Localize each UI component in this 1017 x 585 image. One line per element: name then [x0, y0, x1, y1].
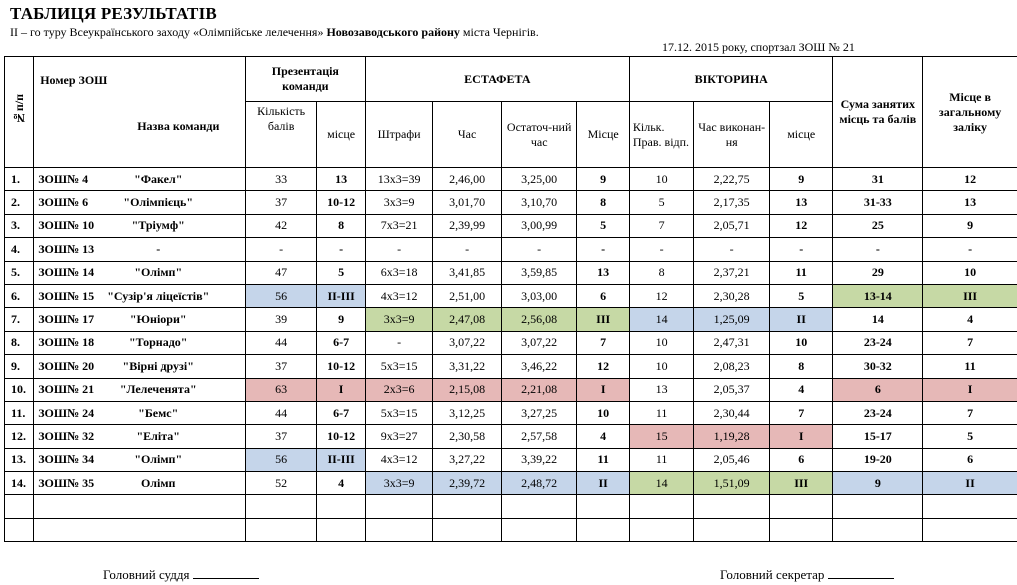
- row-number: 12.: [5, 425, 34, 448]
- cell-qp: 11: [769, 261, 833, 284]
- cell-pl: 13: [317, 168, 365, 191]
- school-number: ЗОШ№ 18: [38, 335, 95, 350]
- empty-row: [5, 495, 1017, 518]
- cell-qc: 10: [629, 331, 694, 354]
- results-body: [5, 168, 1017, 542]
- secretary-signature-line: [828, 567, 894, 579]
- school-number: ЗОШ№ 6: [38, 195, 89, 210]
- header-pres-place: місце: [317, 102, 365, 168]
- cell-pl: І: [317, 378, 365, 401]
- cell-pl: 5: [317, 261, 365, 284]
- cell-pl: ІІ-ІІІ: [317, 284, 365, 307]
- judge-signature-line: [193, 567, 259, 579]
- team-name: "Олімпієць": [123, 195, 194, 210]
- cell-pen: 2х3=6: [365, 378, 433, 401]
- school-number: ЗОШ№ 14: [38, 265, 95, 280]
- cell-t: 3,31,22: [433, 355, 502, 378]
- empty-cell: [5, 495, 34, 518]
- empty-cell: [694, 495, 770, 518]
- table-row: [5, 472, 1017, 495]
- cell-pp: -: [245, 238, 317, 261]
- cell-qp: 4: [769, 378, 833, 401]
- row-school-team: [34, 284, 246, 307]
- header-relay-penalty: Штрафи: [365, 102, 433, 168]
- row-school-team: [34, 168, 246, 191]
- cell-ov: 7: [923, 331, 1017, 354]
- cell-qc: 11: [629, 448, 694, 471]
- cell-pen: -: [365, 238, 433, 261]
- cell-rp: ІІІ: [577, 308, 629, 331]
- empty-cell: [5, 518, 34, 541]
- empty-cell: [923, 518, 1017, 541]
- empty-cell: [769, 518, 833, 541]
- cell-pp: 33: [245, 168, 317, 191]
- cell-pp: 37: [245, 425, 317, 448]
- cell-qc: 15: [629, 425, 694, 448]
- cell-rp: 6: [577, 284, 629, 307]
- school-number: ЗОШ№ 20: [38, 358, 95, 373]
- team-name: "Лелеченята": [119, 382, 197, 397]
- cell-pen: 3х3=9: [365, 308, 433, 331]
- table-row: [5, 284, 1017, 307]
- cell-ov: 7: [923, 401, 1017, 424]
- team-name: "Вірні друзі": [122, 358, 194, 373]
- cell-pen: 13х3=39: [365, 168, 433, 191]
- row-school-team: [34, 472, 246, 495]
- header-presentation: Презентація команди: [245, 57, 365, 102]
- cell-qp: 13: [769, 191, 833, 214]
- empty-cell: [694, 518, 770, 541]
- cell-ov: 11: [923, 355, 1017, 378]
- cell-qc: 7: [629, 214, 694, 237]
- cell-qc: 12: [629, 284, 694, 307]
- cell-qt: 2,30,44: [694, 401, 770, 424]
- cell-sum: 29: [833, 261, 923, 284]
- cell-ft: 3,39,22: [501, 448, 577, 471]
- row-number: 3.: [5, 214, 34, 237]
- row-school-team: [34, 401, 246, 424]
- cell-ft: 2,21,08: [501, 378, 577, 401]
- cell-qp: ІІІ: [769, 472, 833, 495]
- school-number: ЗОШ№ 13: [38, 241, 95, 256]
- cell-pl: 4: [317, 472, 365, 495]
- row-number: 2.: [5, 191, 34, 214]
- cell-qt: 2,05,71: [694, 214, 770, 237]
- team-name: "Торнадо": [128, 335, 188, 350]
- cell-ov: 4: [923, 308, 1017, 331]
- cell-ov: І: [923, 378, 1017, 401]
- cell-ft: -: [501, 238, 577, 261]
- cell-qc: 10: [629, 355, 694, 378]
- table-row: [5, 308, 1017, 331]
- subtitle-district: Новозаводського району: [326, 25, 460, 39]
- row-school-team: [34, 448, 246, 471]
- cell-qp: 10: [769, 331, 833, 354]
- cell-ov: ІІІ: [923, 284, 1017, 307]
- footer-judge: [103, 567, 259, 583]
- cell-qp: -: [769, 238, 833, 261]
- cell-pp: 56: [245, 448, 317, 471]
- cell-pp: 63: [245, 378, 317, 401]
- cell-ft: 3,27,25: [501, 401, 577, 424]
- team-name: "Олімп": [134, 452, 183, 467]
- subtitle-part1: ІІ – го туру Всеукраїнського заходу «Олімпійське лелечення»: [10, 25, 327, 39]
- cell-ft: 3,07,22: [501, 331, 577, 354]
- cell-qt: 2,22,75: [694, 168, 770, 191]
- cell-pp: 44: [245, 401, 317, 424]
- team-name: "Бемс": [138, 405, 179, 420]
- table-row: [5, 261, 1017, 284]
- row-number: 13.: [5, 448, 34, 471]
- cell-t: -: [433, 238, 502, 261]
- cell-pp: 42: [245, 214, 317, 237]
- header-relay-place: Місце: [577, 102, 629, 168]
- empty-cell: [245, 518, 317, 541]
- cell-t: 3,41,85: [433, 261, 502, 284]
- row-number: 5.: [5, 261, 34, 284]
- cell-sum: 9: [833, 472, 923, 495]
- row-number: 4.: [5, 238, 34, 261]
- cell-t: 2,51,00: [433, 284, 502, 307]
- empty-cell: [923, 495, 1017, 518]
- team-name: Олімп: [140, 475, 176, 490]
- empty-cell: [629, 495, 694, 518]
- row-number: 10.: [5, 378, 34, 401]
- row-school-team: [34, 214, 246, 237]
- cell-ft: 3,10,70: [501, 191, 577, 214]
- table-row: [5, 425, 1017, 448]
- header-num: [5, 57, 34, 168]
- school-number: ЗОШ№ 15: [38, 288, 95, 303]
- cell-ft: 2,56,08: [501, 308, 577, 331]
- cell-sum: 23-24: [833, 331, 923, 354]
- empty-cell: [34, 518, 246, 541]
- subtitle: [10, 25, 539, 40]
- cell-ov: ІІ: [923, 472, 1017, 495]
- school-number: ЗОШ№ 17: [38, 312, 95, 327]
- team-name: "Тріумф": [131, 218, 185, 233]
- header-quiz-time: Час виконан-ня: [694, 102, 770, 168]
- cell-ft: 3,00,99: [501, 214, 577, 237]
- cell-rp: 5: [577, 214, 629, 237]
- cell-pen: 9х3=27: [365, 425, 433, 448]
- cell-rp: 12: [577, 355, 629, 378]
- cell-qt: 2,08,23: [694, 355, 770, 378]
- school-number: ЗОШ№ 4: [38, 171, 89, 186]
- cell-qt: 2,30,28: [694, 284, 770, 307]
- subtitle-part3: міста Чернігів.: [459, 25, 539, 39]
- table-row: [5, 238, 1017, 261]
- cell-t: 2,39,72: [433, 472, 502, 495]
- header-quiz: ВІКТОРИНА: [629, 57, 833, 102]
- cell-ov: -: [923, 238, 1017, 261]
- cell-pl: 10-12: [317, 425, 365, 448]
- empty-cell: [34, 495, 246, 518]
- cell-pen: 5х3=15: [365, 355, 433, 378]
- table-row: [5, 401, 1017, 424]
- cell-pen: 4х3=12: [365, 448, 433, 471]
- empty-cell: [629, 518, 694, 541]
- school-number: ЗОШ№ 32: [38, 428, 95, 443]
- cell-ov: 13: [923, 191, 1017, 214]
- cell-pen: 3х3=9: [365, 472, 433, 495]
- footer-secretary-label: Головний секретар: [720, 567, 825, 582]
- empty-cell: [577, 495, 629, 518]
- team-name: "Еліта": [136, 428, 180, 443]
- cell-qt: 2,47,31: [694, 331, 770, 354]
- cell-ft: 2,48,72: [501, 472, 577, 495]
- cell-sum: 19-20: [833, 448, 923, 471]
- header-quiz-place: місце: [769, 102, 833, 168]
- cell-sum: 31-33: [833, 191, 923, 214]
- cell-rp: 10: [577, 401, 629, 424]
- row-school-team: [34, 261, 246, 284]
- cell-sum: 13-14: [833, 284, 923, 307]
- cell-pen: 4х3=12: [365, 284, 433, 307]
- cell-qt: 2,05,46: [694, 448, 770, 471]
- cell-qc: 10: [629, 168, 694, 191]
- empty-cell: [245, 495, 317, 518]
- dateline: 17.12. 2015 року, спортзал ЗОШ № 21: [662, 40, 855, 54]
- cell-sum: 14: [833, 308, 923, 331]
- cell-ov: 12: [923, 168, 1017, 191]
- cell-qp: 5: [769, 284, 833, 307]
- row-school-team: [34, 425, 246, 448]
- cell-pl: ІІ-ІІІ: [317, 448, 365, 471]
- cell-qc: 14: [629, 472, 694, 495]
- empty-cell: [501, 495, 577, 518]
- team-name: -: [156, 241, 161, 256]
- header-team: Назва команди: [137, 119, 220, 133]
- cell-qp: 7: [769, 401, 833, 424]
- header-relay: ЕСТАФЕТА: [365, 57, 629, 102]
- cell-qc: 11: [629, 401, 694, 424]
- team-name: "Олімп": [134, 265, 183, 280]
- row-number: 1.: [5, 168, 34, 191]
- cell-pl: 10-12: [317, 355, 365, 378]
- cell-qp: 9: [769, 168, 833, 191]
- cell-qp: ІІ: [769, 308, 833, 331]
- empty-cell: [833, 495, 923, 518]
- cell-ov: 6: [923, 448, 1017, 471]
- cell-pp: 56: [245, 284, 317, 307]
- row-number: 14.: [5, 472, 34, 495]
- empty-cell: [833, 518, 923, 541]
- cell-rp: 9: [577, 168, 629, 191]
- table-row: [5, 331, 1017, 354]
- header-sum: Сума занятих місць та балів: [833, 57, 923, 168]
- team-name: "Факел": [134, 171, 183, 186]
- cell-pp: 44: [245, 331, 317, 354]
- cell-qc: 8: [629, 261, 694, 284]
- cell-t: 3,01,70: [433, 191, 502, 214]
- cell-pl: 10-12: [317, 191, 365, 214]
- cell-ft: 3,46,22: [501, 355, 577, 378]
- cell-rp: -: [577, 238, 629, 261]
- cell-pen: 5х3=15: [365, 401, 433, 424]
- cell-ft: 3,25,00: [501, 168, 577, 191]
- school-number: ЗОШ№ 35: [38, 475, 95, 490]
- school-number: ЗОШ№ 24: [38, 405, 95, 420]
- cell-pp: 37: [245, 355, 317, 378]
- empty-cell: [433, 518, 502, 541]
- table-row: [5, 168, 1017, 191]
- footer-judge-label: Головний суддя: [103, 567, 190, 582]
- cell-t: 2,15,08: [433, 378, 502, 401]
- cell-qc: 14: [629, 308, 694, 331]
- cell-sum: -: [833, 238, 923, 261]
- empty-cell: [769, 495, 833, 518]
- cell-qt: 2,37,21: [694, 261, 770, 284]
- team-name: "Сузір'я ліцеїстів": [107, 288, 210, 303]
- team-name: "Юніори": [129, 312, 187, 327]
- row-school-team: [34, 238, 246, 261]
- cell-pp: 52: [245, 472, 317, 495]
- table-row: [5, 191, 1017, 214]
- header-num-label: №п/п: [11, 94, 26, 126]
- row-number: 11.: [5, 401, 34, 424]
- cell-ft: 3,59,85: [501, 261, 577, 284]
- school-number: ЗОШ№ 34: [38, 452, 95, 467]
- row-number: 9.: [5, 355, 34, 378]
- cell-pl: -: [317, 238, 365, 261]
- cell-ov: 10: [923, 261, 1017, 284]
- cell-rp: 11: [577, 448, 629, 471]
- cell-t: 3,07,22: [433, 331, 502, 354]
- cell-sum: 31: [833, 168, 923, 191]
- empty-cell: [577, 518, 629, 541]
- results-table: [4, 56, 1017, 542]
- school-number: ЗОШ№ 10: [38, 218, 95, 233]
- cell-sum: 15-17: [833, 425, 923, 448]
- cell-sum: 23-24: [833, 401, 923, 424]
- header-school: Номер ЗОШ: [40, 73, 108, 87]
- row-number: 7.: [5, 308, 34, 331]
- header-relay-time: Час: [433, 102, 502, 168]
- cell-pp: 47: [245, 261, 317, 284]
- cell-pen: 6х3=18: [365, 261, 433, 284]
- empty-cell: [365, 495, 433, 518]
- row-school-team: [34, 378, 246, 401]
- cell-ov: 9: [923, 214, 1017, 237]
- cell-rp: 13: [577, 261, 629, 284]
- empty-cell: [317, 495, 365, 518]
- cell-sum: 30-32: [833, 355, 923, 378]
- empty-cell: [501, 518, 577, 541]
- empty-cell: [365, 518, 433, 541]
- cell-sum: 25: [833, 214, 923, 237]
- row-school-team: [34, 191, 246, 214]
- header-overall: Місце в загальному заліку: [923, 57, 1017, 168]
- cell-qp: 12: [769, 214, 833, 237]
- cell-qc: -: [629, 238, 694, 261]
- cell-pl: 8: [317, 214, 365, 237]
- empty-cell: [433, 495, 502, 518]
- cell-rp: 4: [577, 425, 629, 448]
- school-number: ЗОШ№ 21: [38, 382, 95, 397]
- cell-rp: 8: [577, 191, 629, 214]
- table-row: [5, 448, 1017, 471]
- cell-qt: -: [694, 238, 770, 261]
- cell-t: 2,30,58: [433, 425, 502, 448]
- row-school-team: [34, 308, 246, 331]
- cell-rp: І: [577, 378, 629, 401]
- header-pres-points: Кількість балів: [245, 102, 317, 168]
- cell-rp: ІІ: [577, 472, 629, 495]
- cell-t: 2,46,00: [433, 168, 502, 191]
- cell-sum: 6: [833, 378, 923, 401]
- cell-qt: 1,25,09: [694, 308, 770, 331]
- cell-qp: І: [769, 425, 833, 448]
- cell-t: 2,39,99: [433, 214, 502, 237]
- cell-ft: 2,57,58: [501, 425, 577, 448]
- cell-qc: 13: [629, 378, 694, 401]
- cell-pen: 7х3=21: [365, 214, 433, 237]
- page-title: ТАБЛИЦЯ РЕЗУЛЬТАТІВ: [10, 4, 217, 23]
- cell-pl: 6-7: [317, 401, 365, 424]
- row-school-team: [34, 355, 246, 378]
- table-row: [5, 378, 1017, 401]
- cell-t: 3,27,22: [433, 448, 502, 471]
- empty-row: [5, 518, 1017, 541]
- cell-qp: 6: [769, 448, 833, 471]
- empty-cell: [317, 518, 365, 541]
- cell-qt: 1,51,09: [694, 472, 770, 495]
- row-school-team: [34, 331, 246, 354]
- cell-pp: 37: [245, 191, 317, 214]
- table-row: [5, 355, 1017, 378]
- cell-t: 3,12,25: [433, 401, 502, 424]
- table-row: [5, 214, 1017, 237]
- cell-pp: 39: [245, 308, 317, 331]
- cell-rp: 7: [577, 331, 629, 354]
- footer-secretary: [720, 567, 894, 583]
- row-number: 6.: [5, 284, 34, 307]
- header-school-team: [34, 57, 246, 168]
- cell-pl: 9: [317, 308, 365, 331]
- cell-qt: 1,19,28: [694, 425, 770, 448]
- cell-pl: 6-7: [317, 331, 365, 354]
- cell-pen: 3х3=9: [365, 191, 433, 214]
- cell-qt: 2,17,35: [694, 191, 770, 214]
- header-quiz-correct: Кільк. Прав. відп.: [629, 102, 694, 168]
- cell-ft: 3,03,00: [501, 284, 577, 307]
- cell-qp: 8: [769, 355, 833, 378]
- row-number: 8.: [5, 331, 34, 354]
- cell-ov: 5: [923, 425, 1017, 448]
- cell-t: 2,47,08: [433, 308, 502, 331]
- cell-qc: 5: [629, 191, 694, 214]
- cell-qt: 2,05,37: [694, 378, 770, 401]
- cell-pen: -: [365, 331, 433, 354]
- header-relay-final: Остаточ-ний час: [501, 102, 577, 168]
